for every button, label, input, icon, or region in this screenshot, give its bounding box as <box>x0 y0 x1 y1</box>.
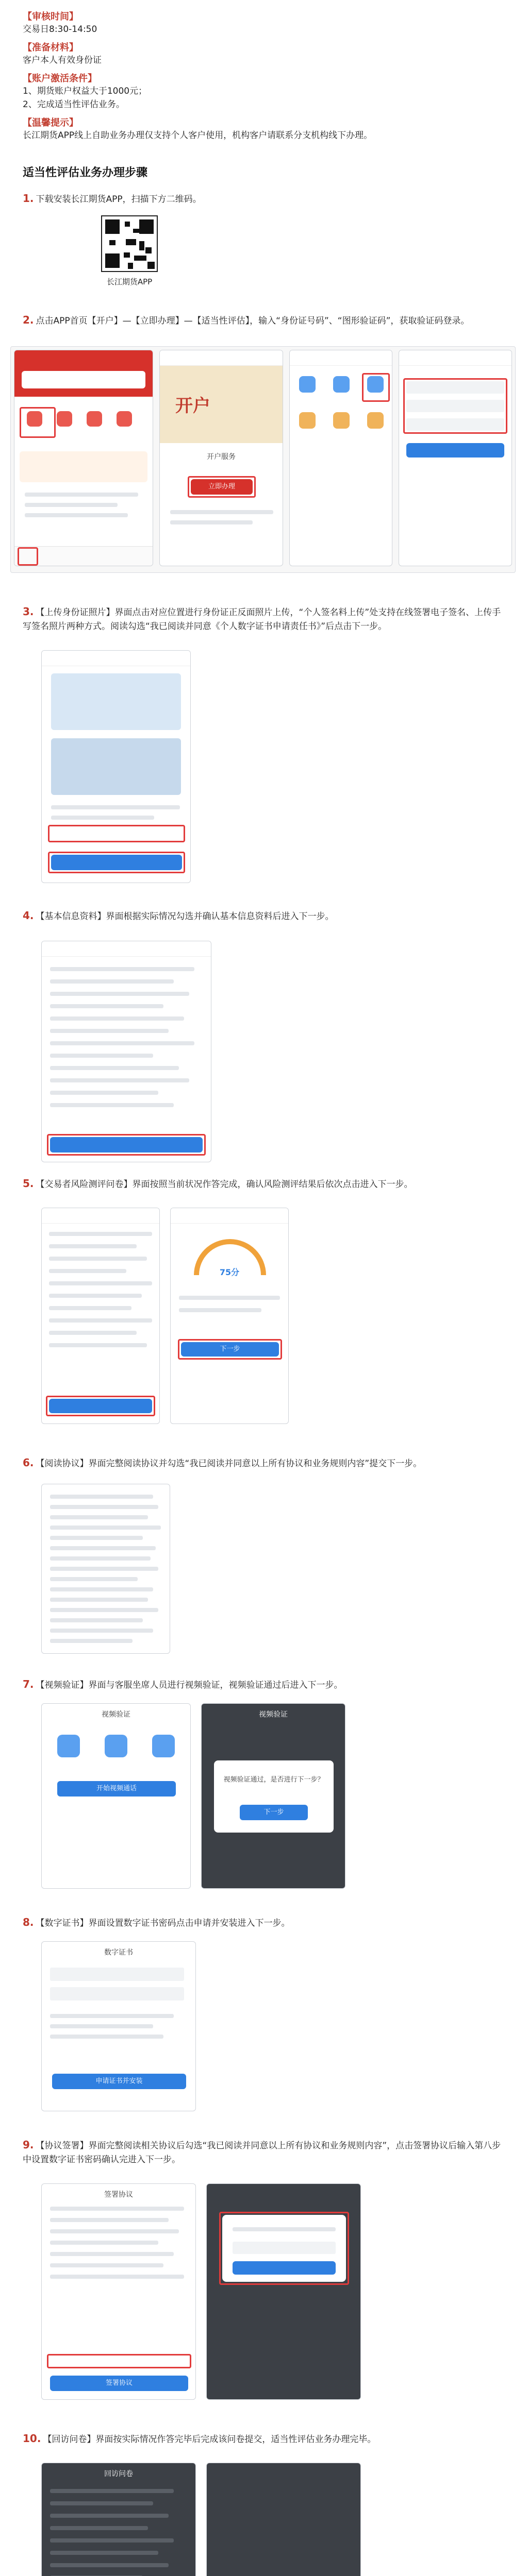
step-1-text: 下载安装长江期货APP，扫描下方二维码。 <box>36 194 202 205</box>
survey-done-screen <box>206 2463 361 2576</box>
start-video-button[interactable]: 开始视频通话 <box>57 1781 176 1797</box>
intro-section <box>23 9 507 142</box>
sign-button[interactable]: 签署协议 <box>50 2376 188 2391</box>
step-3 <box>23 605 507 634</box>
step-9 <box>23 2138 507 2167</box>
step-9-number: 9. <box>23 2139 34 2151</box>
step-7-text: 【视频验证】界面与客服坐席人员进行视频验证，视频验证通过后进入下一步。 <box>36 1680 343 1690</box>
step-8-number: 8. <box>23 1916 34 1928</box>
material-label: 【准备材料】 <box>23 42 78 53</box>
page-title: 适当性评估业务办理步骤 <box>23 166 148 179</box>
basic-info-screen <box>41 941 211 1162</box>
id-upload-screen <box>41 650 191 883</box>
id-back-image[interactable] <box>51 738 181 795</box>
video-next-button[interactable]: 下一步 <box>240 1805 308 1820</box>
material-value: 客户本人有效身份证 <box>23 55 102 65</box>
notice-label: 【温馨提示】 <box>23 117 78 128</box>
step-9-text: 【协议签署】界面完整阅读相关协议后勾选“我已阅读并同意以上所有协议和业务规则内容”，点击签署协议后输入第八步中设置数字证书密码确认完进入下一步。 <box>23 2141 501 2165</box>
banner-text: 开户 <box>175 396 210 416</box>
video-verify-screen <box>41 1703 191 1889</box>
condition-1: 1、期货账户权益大于1000元； <box>23 86 147 96</box>
apply-cert-button[interactable]: 申请证书并安装 <box>52 2074 186 2089</box>
risk-result-screen <box>170 1208 289 1424</box>
login-screen <box>399 350 512 566</box>
step-7 <box>23 1677 507 1692</box>
step-7-number: 7. <box>23 1678 34 1690</box>
agreement-highlight <box>48 825 185 842</box>
step-5 <box>23 1177 507 1192</box>
step-5-number: 5. <box>23 1177 34 1190</box>
cert-title: 数字证书 <box>104 1948 133 1957</box>
step-8 <box>23 1916 507 1930</box>
step-8-text: 【数字证书】界面设置数字证书密码点击申请并安装进入下一步。 <box>36 1918 290 1928</box>
step-2-text: 点击APP首页【开户】—【立即办理】—【适当性评估】，输入“身份证号码”、“图形验证码”，获取验证码登录。 <box>36 316 470 326</box>
step-1-number: 1. <box>23 192 34 205</box>
video-title: 视频验证 <box>102 1710 130 1719</box>
step-6-text: 【阅读协议】界面完整阅读协议并勾选“我已阅读并同意以上所有协议和业务规则内容”提交下一步。 <box>36 1459 422 1469</box>
step-1 <box>23 192 507 207</box>
step-4 <box>23 909 507 924</box>
risk-score: 75分 <box>219 1267 240 1277</box>
survey-title: 回访问卷 <box>104 2470 133 2478</box>
video-pass-screen: 视频验证 视频验证通过，是否进行下一步？ 下一步 <box>201 1703 345 1889</box>
agreement-read-screen <box>41 1484 170 1654</box>
step-4-number: 4. <box>23 909 34 922</box>
condition-label: 【账户激活条件】 <box>23 73 97 84</box>
time-value: 交易日8:30-14:50 <box>23 24 97 35</box>
apply-now-button[interactable]: 立即办理 <box>191 479 253 495</box>
step-6-number: 6. <box>23 1456 34 1469</box>
risk-questionnaire-screen <box>41 1208 160 1424</box>
step-2-number: 2. <box>23 314 34 326</box>
qr-code-image <box>101 215 158 272</box>
step-2-screenshot <box>10 346 516 573</box>
id-front-image[interactable] <box>51 673 181 730</box>
open-account-highlight <box>20 407 56 438</box>
suitability-highlight <box>362 373 390 402</box>
services-screen <box>289 350 392 566</box>
sign-title: 签署协议 <box>104 2191 133 2199</box>
step-3-text: 【上传身份证照片】界面点击对应位置进行身份证正反面照片上传，“个人签名料上传”处支持在线签署电子签名、上传手写签名照片两种方式。阅读勾选“我已阅读并同意《个人数字证书申请责任书》”后点击下一步。 <box>23 607 501 632</box>
login-button[interactable] <box>406 443 504 457</box>
qr-caption: 长江期货APP <box>106 277 153 286</box>
risk-next-button[interactable]: 下一步 <box>181 1342 279 1357</box>
step-5-text: 【交易者风险测评问卷】界面按照当前状况作答完成，确认风险测评结果后依次点击进入下一步。 <box>36 1179 413 1190</box>
entry-title: 开户服务 <box>207 453 236 461</box>
step-10 <box>23 2432 507 2447</box>
step-6 <box>23 1456 507 1471</box>
survey-screen <box>41 2463 196 2576</box>
notice-value: 长江期货APP线上自助业务办理仅支持个人客户使用，机构客户请联系分支机构线下办理。 <box>23 130 373 141</box>
step-10-number: 10. <box>23 2432 41 2445</box>
digital-cert-screen <box>41 1941 196 2111</box>
video-pass-dialog <box>214 1760 334 1833</box>
open-account-screen <box>159 350 283 566</box>
video-pass-text: 视频验证通过，是否进行下一步？ <box>223 1776 324 1784</box>
condition-2: 2、完成适当性评估业务。 <box>23 99 125 110</box>
step-4-text: 【基本信息资料】界面根据实际情况勾选并确认基本信息资料后进入下一步。 <box>36 911 334 922</box>
step-3-number: 3. <box>23 605 34 618</box>
app-home-screen <box>14 350 153 566</box>
sign-agree-highlight <box>47 2354 191 2368</box>
step-10-text: 【回访问卷】界面按实际情况作答完毕后完成该问卷提交，适当性评估业务办理完毕。 <box>43 2434 376 2445</box>
step-2 <box>23 313 507 328</box>
cert-password-screen <box>206 2183 361 2400</box>
time-label: 【审核时间】 <box>23 11 78 22</box>
sign-agreement-screen <box>41 2183 196 2400</box>
